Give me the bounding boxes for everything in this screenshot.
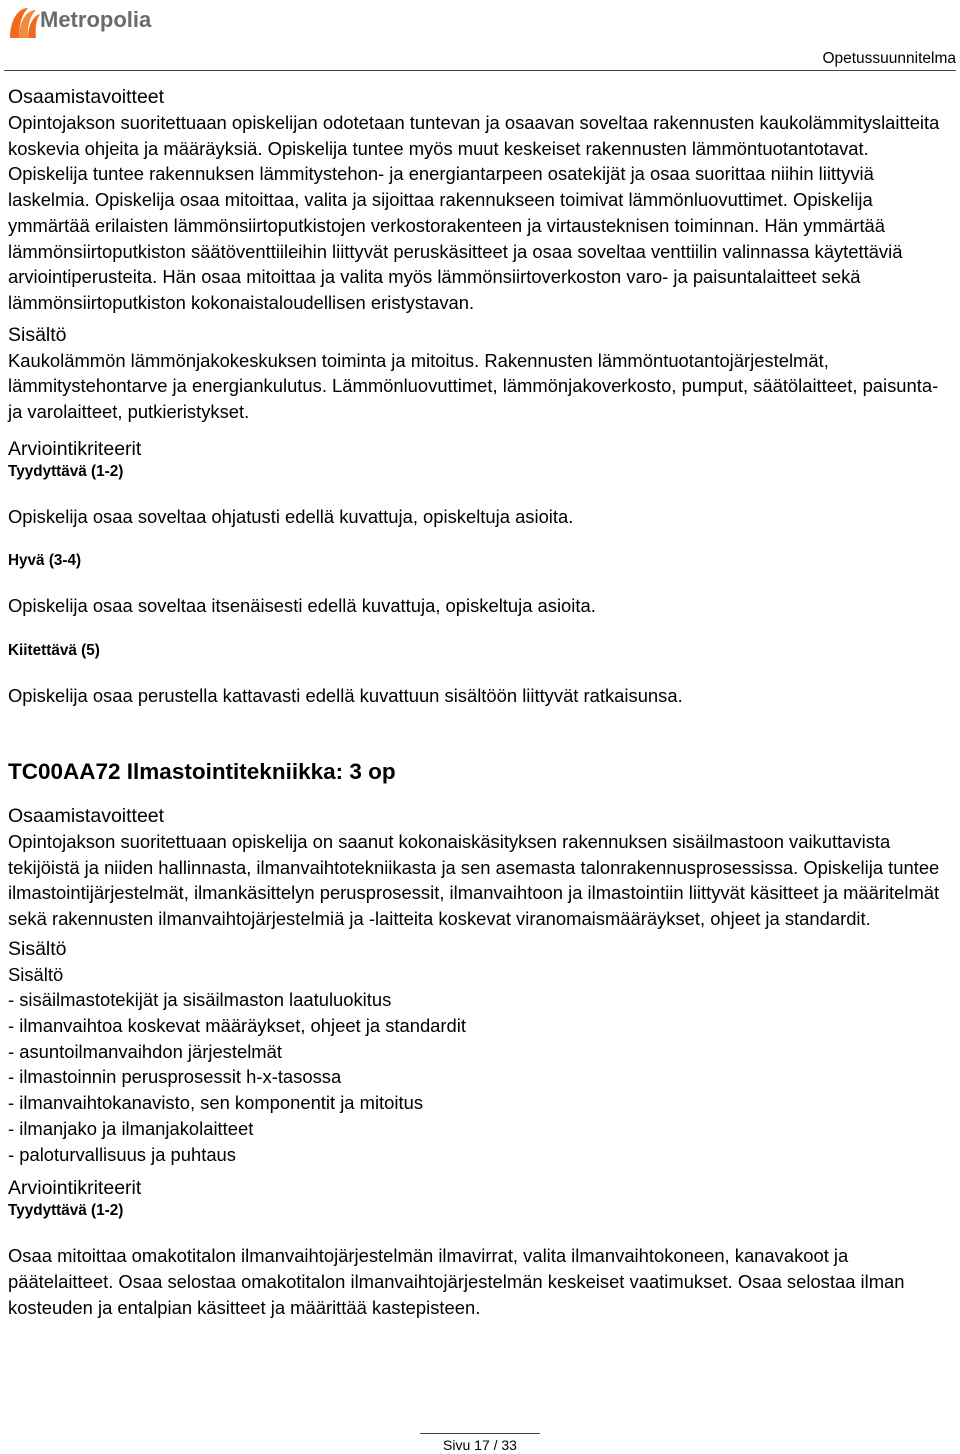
document-type-label: Opetussuunnitelma	[822, 50, 956, 67]
learning-outcomes-heading: Osaamistavoitteet	[8, 804, 165, 827]
page-number: Sivu 17 / 33	[443, 1437, 517, 1453]
grade-label-satisfactory: Tyydyttävä (1-2)	[8, 462, 124, 480]
list-item: - ilmanvaihtokanavisto, sen komponentit ja mitoitus	[8, 1092, 424, 1114]
list-item: - sisäilmastotekijät ja sisäilmaston laatuluokitus	[8, 989, 392, 1011]
grade-label-good: Hyvä (3-4)	[8, 552, 82, 570]
content-heading: Sisältö	[8, 323, 67, 346]
list-item: - ilmastoinnin perusprosessit h-x-tasossa	[8, 1066, 342, 1088]
grade-text-satisfactory: Opiskelija osaa soveltaa ohjatusti edellä kuvattuja, opiskeltuja asioita.	[8, 505, 574, 527]
grade-text-good: Opiskelija osaa soveltaa itsenäisesti edellä kuvattuja, opiskeltuja asioita.	[8, 595, 596, 617]
content-text: Kaukolämmön lämmönjakokeskuksen toiminta ja mitoitus. Rakennusten lämmöntuotantojärjestelmät, lämmitystehontarve ja energiankulutus. Lämmönluovuttimet, lämmönjakoverkosto, pumput, säätölaitteet, paisunta- ja varolaitteet, putkieristykset.	[8, 349, 939, 423]
list-item: - ilmanjako ja ilmanjakolaitteet	[8, 1117, 254, 1139]
learning-outcomes-text: Opintojakson suoritettuaan opiskelijan odotetaan tuntevan ja osaavan soveltaa rakennusten kaukolämmityslaitteita koskevia ohjeita ja määräyksiä. Opiskelija tuntee myös muut keskeiset rakennusten lämmöntuotantotavat. Opiskelija tuntee rakennuksen lämmitystehon- ja energiantarpeen osatekijät ja osaa suorittaa niihin liittyviä laskelmia. Opiskelija osaa mitoittaa, valita ja sijoittaa rakennukseen toimivat lämmönluovuttimet. Opiskelija ymmärtää erilaisten lämmönsiirtoputkistojen verkostorakenteen ja virtausteknisen toiminnan. Hän ymmärtää lämmönsiirtoputkiston säätöventtiileihin liittyvät peruskäsitteet ja osaa soveltaa venttiilin valinnassa käytettäviä arviointiperusteita. Hän osaa mitoittaa ja valita myös lämmönsiirtoverkoston varo- ja paisuntalaitteet sekä lämmönsiirtoputkiston kokonaistaloudellisen eristystavan.	[8, 112, 940, 313]
content-heading: Sisältö	[8, 937, 67, 960]
content-subheading: Sisältö	[8, 963, 64, 985]
grade-text-satisfactory: Osaa mitoittaa omakotitalon ilmanvaihtojärjestelmän ilmavirrat, valita ilmanvaihtokoneen, kanavakoot ja päätelaitteet. Osaa selostaa omakotitalon ilmanvaihtojärjestelmän keskeiset vaatimukset. Osaa selostaa ilman kosteuden ja entalpian käsitteet ja määrittää kastepisteen.	[8, 1245, 905, 1318]
assessment-heading: Arviointikriteerit	[8, 1177, 142, 1200]
list-item: - ilmanvaihtoa koskevat määräykset, ohjeet ja standardit	[8, 1015, 466, 1037]
content-list	[8, 987, 952, 1167]
learning-outcomes-heading: Osaamistavoitteet	[8, 86, 165, 108]
grade-label-satisfactory: Tyydyttävä (1-2)	[8, 1202, 124, 1220]
footer-divider	[420, 1433, 540, 1434]
grade-label-excellent: Kiitettävä (5)	[8, 642, 100, 660]
grade-text-excellent: Opiskelija osaa perustella kattavasti edellä kuvattuun sisältöön liittyvät ratkaisunsa.	[8, 685, 683, 707]
svg-text:Metropolia: Metropolia	[40, 7, 152, 32]
page-content	[8, 84, 952, 1320]
assessment-heading: Arviointikriteerit	[8, 437, 142, 460]
course-title: TC00AA72 Ilmastointitekniikka: 3 op	[8, 758, 396, 784]
list-item: - asuntoilmanvaihdon järjestelmät	[8, 1040, 282, 1062]
learning-outcomes-text: Opintojakson suoritettuaan opiskelija on saanut kokonaiskäsityksen rakennuksen sisäilmastoon vaikuttavista tekijöistä ja niiden hallinnasta, ilmanvaihtotekniikasta ja sen asemasta talonrakennusprosessissa. Opiskelija tuntee ilmastointijärjestelmät, ilmankäsittelyn perusprosessit, ilmanvaihtoon ja ilmastointiin liittyvät käsitteet ja määritelmät sekä rakennusten ilmanvaihtojärjestelmiä ja -laitteita koskevat viranomaismääräykset, ohjeet ja standardit.	[8, 830, 940, 929]
page-header	[0, 0, 960, 74]
header-divider	[4, 70, 956, 71]
list-item: - paloturvallisuus ja puhtaus	[8, 1143, 236, 1165]
metropolia-logo	[4, 2, 174, 42]
